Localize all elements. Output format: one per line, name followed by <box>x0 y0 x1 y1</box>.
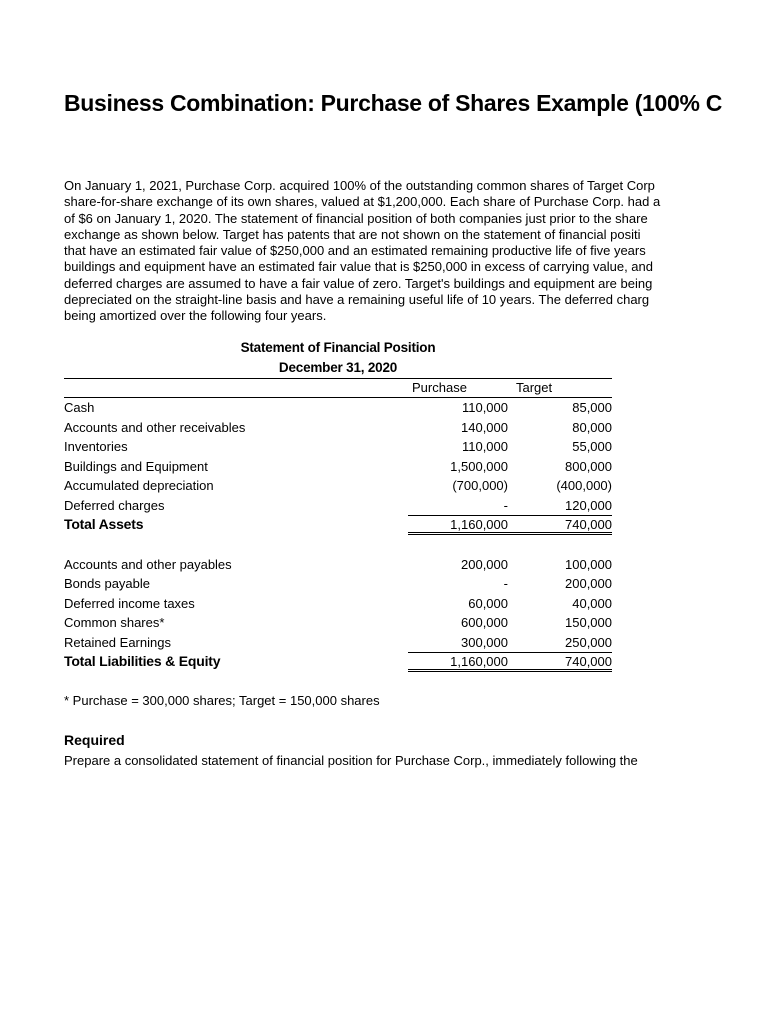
target-value: 800,000 <box>565 458 612 474</box>
row-label: Buildings and Equipment <box>64 458 208 474</box>
table-row <box>64 398 612 418</box>
row-label: Accounts and other receivables <box>64 419 246 435</box>
purchase-value: 200,000 <box>461 556 508 572</box>
purchase-value: 600,000 <box>461 615 508 630</box>
table-row <box>64 437 612 457</box>
table-row <box>64 633 612 653</box>
purchase-value: 1,160,000 <box>450 517 508 532</box>
required-text: Prepare a consolidated statement of financial position for Purchase Corp., immediately following the <box>64 753 638 768</box>
statement-date: December 31, 2020 <box>278 360 398 375</box>
intro-line: exchange as shown below. Target has patents that are not shown on the statement of financial positi <box>64 226 641 242</box>
column-header-target: Target <box>516 380 553 395</box>
intro-paragraph <box>64 178 684 325</box>
target-value: (400,000) <box>556 478 612 493</box>
table-row <box>64 613 612 633</box>
intro-line: being amortized over the following four years. <box>64 308 327 324</box>
target-value: 120,000 <box>565 497 612 513</box>
target-value: 85,000 <box>572 400 612 415</box>
target-value: 100,000 <box>565 556 612 572</box>
intro-line: share-for-share exchange of its own shares, valued at $1,200,000. Each share of Purchase Corp. had a <box>64 194 661 210</box>
purchase-value: 1,160,000 <box>450 654 508 669</box>
financial-position-table <box>64 378 612 672</box>
shares-footnote: * Purchase = 300,000 shares; Target = 150,000 shares <box>64 693 380 708</box>
total-liabilities-equity-row <box>64 652 612 672</box>
table-row <box>64 496 612 516</box>
row-label: Total Liabilities & Equity <box>64 653 221 669</box>
target-value: 80,000 <box>572 419 612 435</box>
table-row <box>64 476 612 496</box>
row-label: Accounts and other payables <box>64 556 232 572</box>
table-row <box>64 574 612 594</box>
intro-line: buildings and equipment have an estimated fair value that is $250,000 in excess of carrying value, and <box>64 259 653 275</box>
target-value: 250,000 <box>565 634 612 650</box>
target-value: 740,000 <box>565 654 612 669</box>
target-value: 200,000 <box>565 576 612 591</box>
total-assets-row <box>64 515 612 535</box>
purchase-value: 300,000 <box>461 634 508 650</box>
table-row <box>64 594 612 614</box>
required-heading: Required <box>64 732 125 748</box>
target-value: 55,000 <box>572 439 612 454</box>
row-label: Deferred charges <box>64 497 165 513</box>
column-header-purchase: Purchase <box>412 380 467 395</box>
table-row <box>64 457 612 477</box>
purchase-value: 110,000 <box>461 439 508 454</box>
purchase-value: 1,500,000 <box>450 458 508 474</box>
table-row <box>64 555 612 575</box>
row-label: Bonds payable <box>64 576 151 591</box>
document-title: Business Combination: Purchase of Shares Example (100% C <box>64 90 723 116</box>
purchase-value: - <box>503 576 508 591</box>
purchase-value: 60,000 <box>468 595 508 611</box>
purchase-value: 110,000 <box>461 400 508 415</box>
row-label: Accumulated depreciation <box>64 478 214 493</box>
row-label: Inventories <box>64 439 128 454</box>
row-label: Common shares* <box>64 615 165 630</box>
row-label: Retained Earnings <box>64 634 171 650</box>
row-label: Cash <box>64 400 95 415</box>
row-label: Deferred income taxes <box>64 595 195 611</box>
column-header-row <box>64 378 612 398</box>
intro-line: On January 1, 2021, Purchase Corp. acquired 100% of the outstanding common shares of Target Corp <box>64 178 655 193</box>
purchase-value: 140,000 <box>461 419 508 435</box>
purchase-value: (700,000) <box>452 478 508 493</box>
target-value: 740,000 <box>565 517 612 532</box>
intro-line: that have an estimated fair value of $250,000 and an estimated remaining productive life of five years <box>64 243 646 259</box>
row-label: Total Assets <box>64 516 144 532</box>
table-row <box>64 418 612 438</box>
purchase-value: - <box>503 497 508 513</box>
target-value: 150,000 <box>565 615 612 630</box>
target-value: 40,000 <box>572 595 612 611</box>
intro-line: deferred charges are assumed to have a fair value of zero. Target's buildings and equipment are being <box>64 275 653 291</box>
intro-line: of $6 on January 1, 2020. The statement of financial position of both companies just prior to the share <box>64 210 648 226</box>
statement-heading: Statement of Financial Position <box>240 340 436 355</box>
intro-line: depreciated on the straight-line basis and have a remaining useful life of 10 years. The deferred charg <box>64 292 650 308</box>
